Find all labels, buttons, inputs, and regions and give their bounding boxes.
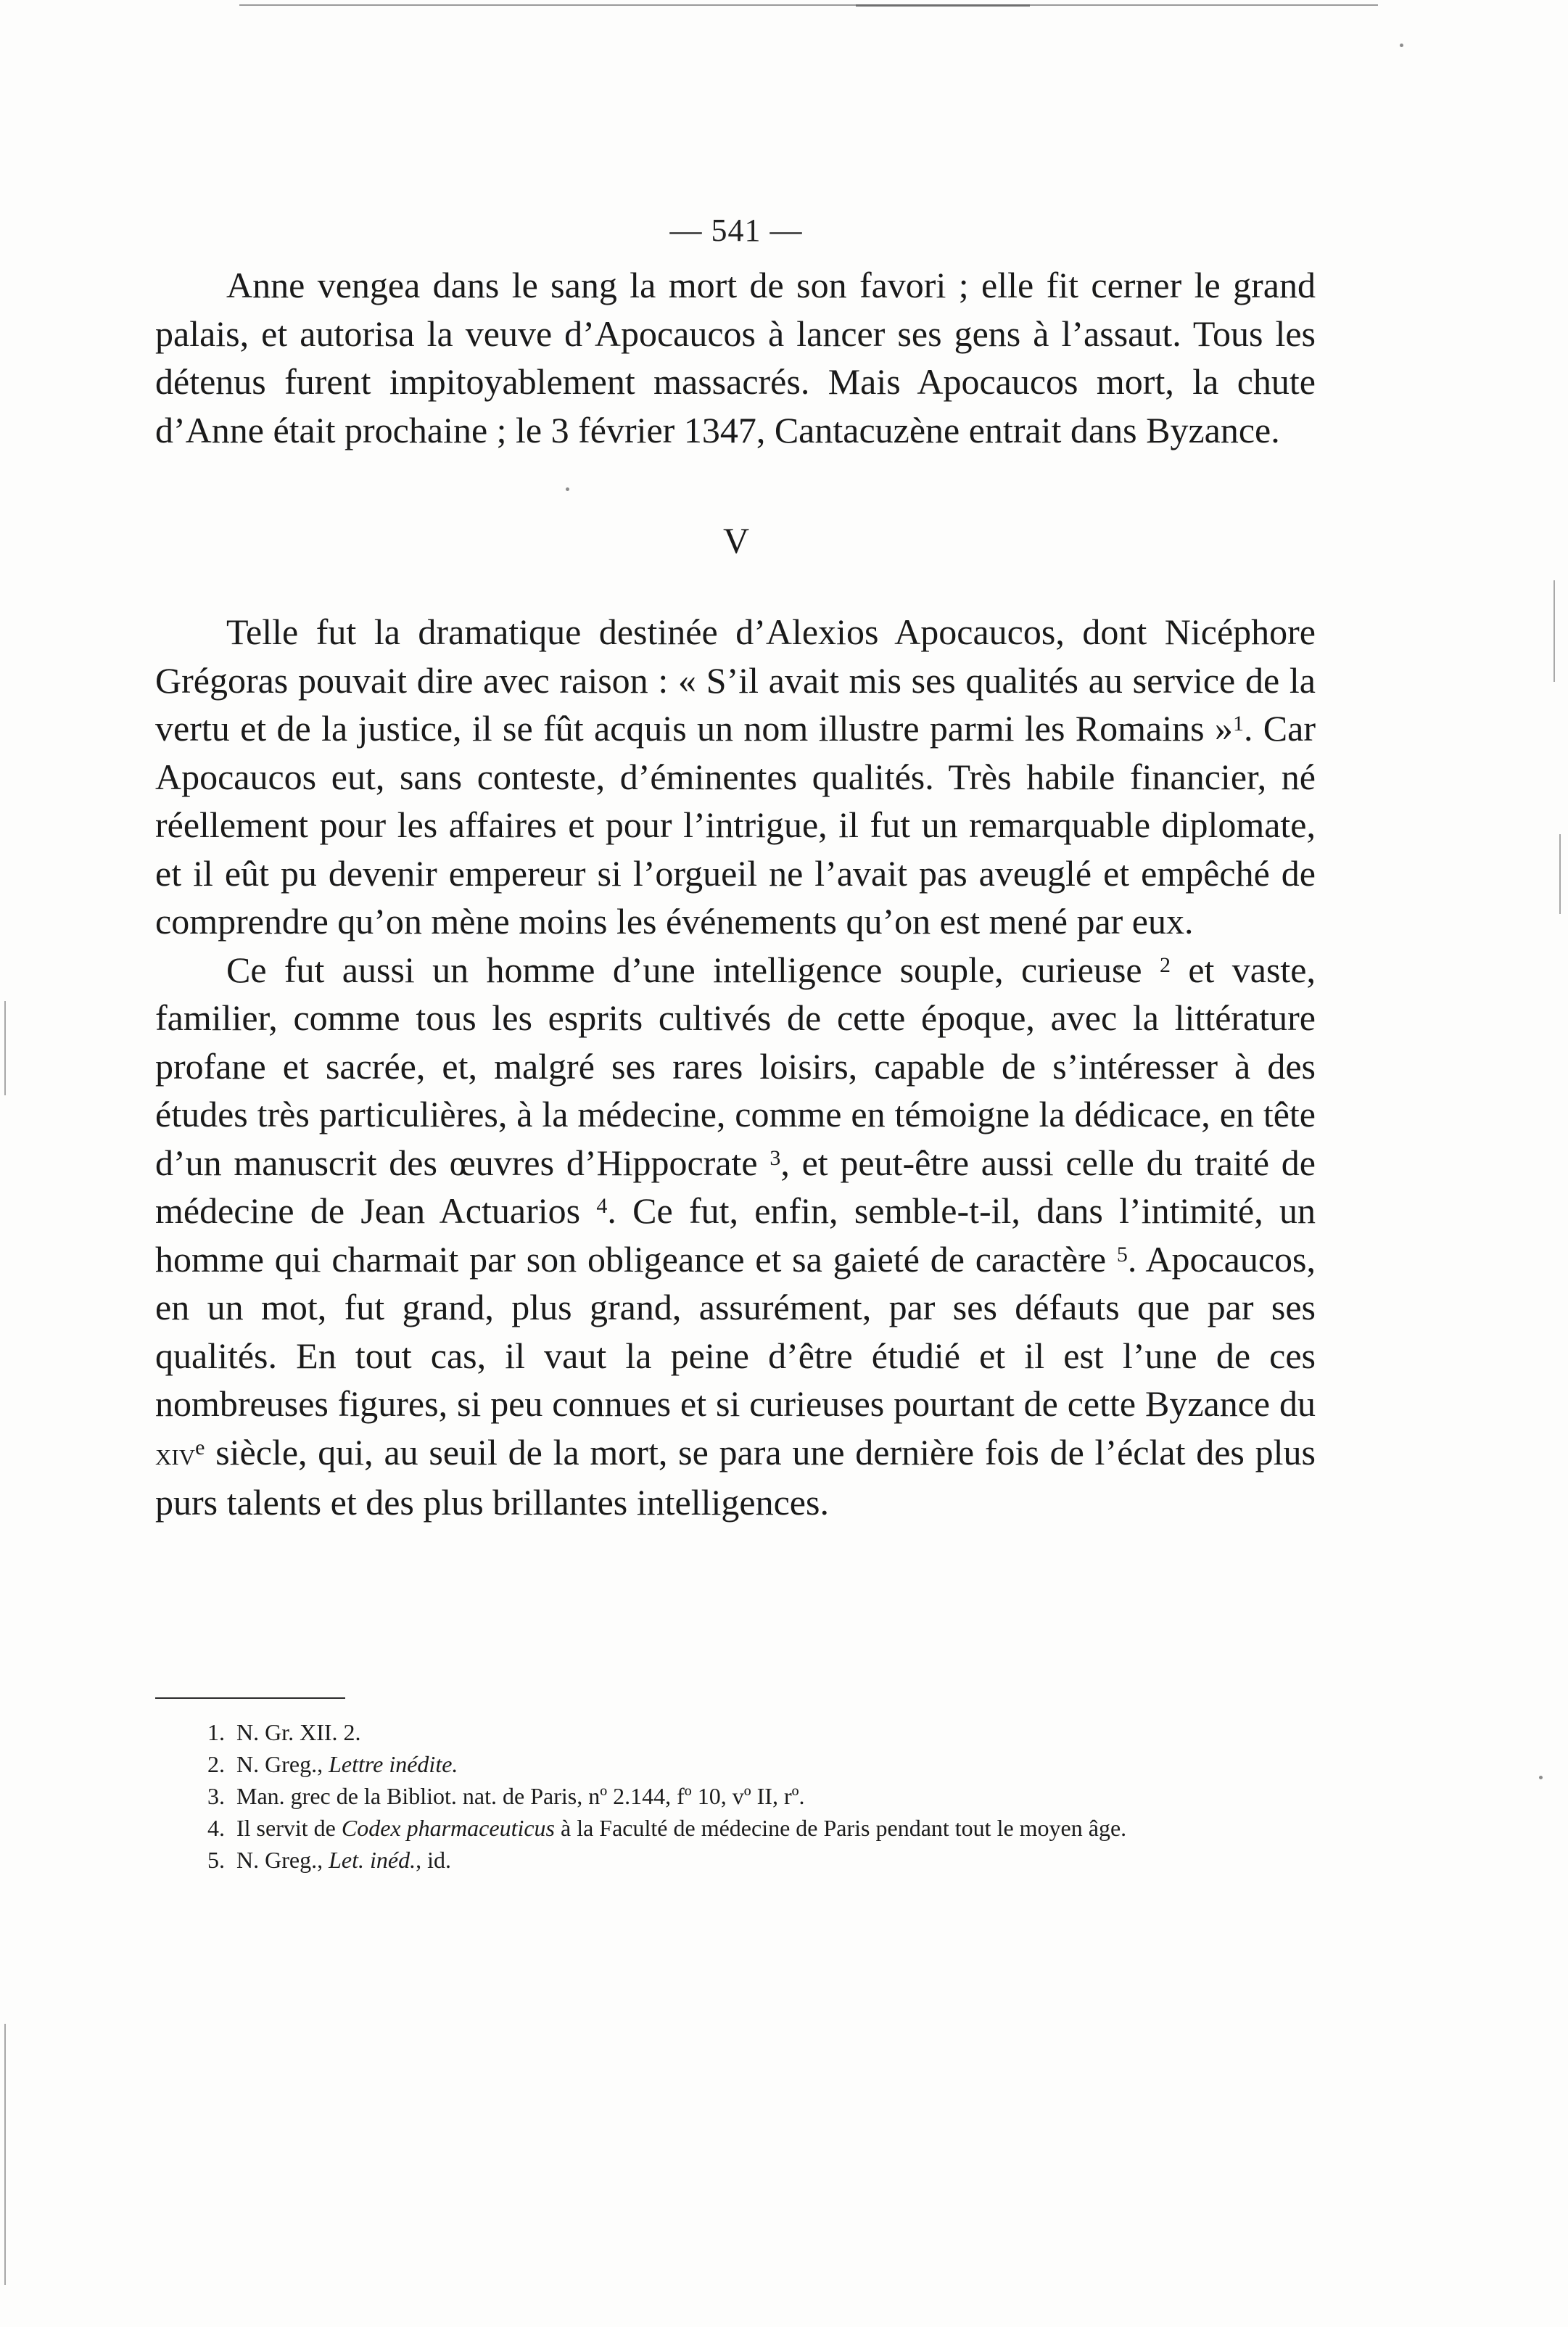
paragraph — [155, 608, 1316, 946]
section-heading: V — [722, 520, 750, 561]
paragraph-text: . Car Apocaucos eut, sans conteste, d’éminentes qualités. Très habile financier, né réellement pour les affaires et pour l’intrigue, il fut un remarquable diplomate, et il eût pu devenir empereur si l’orgueil ne l’avait pas aveuglé et empêché de comprendre qu’on mène moins les événements qu’on est mené par eux. — [155, 708, 1316, 942]
footnote-separator — [155, 1697, 345, 1699]
century-numeral: xiv — [155, 1436, 196, 1472]
body-text-main — [155, 608, 1316, 1527]
footnote-ref: 3 — [769, 1145, 781, 1170]
footnote-number: 4. — [207, 1815, 225, 1841]
footnote-text: N. Greg., — [236, 1847, 329, 1873]
footnote-item — [207, 1780, 1295, 1812]
footnote-item — [207, 1748, 1295, 1780]
scan-edge-mark — [4, 1001, 6, 1095]
footnote-text: , id. — [416, 1847, 451, 1873]
footnote-number: 2. — [207, 1751, 225, 1777]
century-suffix: e — [195, 1435, 205, 1459]
footnote-item — [207, 1844, 1295, 1876]
paragraph-text: , et peut-être aussi celle du traité de médecine de Jean Actuarios — [155, 1142, 1316, 1231]
footnote-number: 1. — [207, 1719, 225, 1745]
footnote-title: Codex pharmaceuticus — [341, 1815, 555, 1841]
footnotes — [207, 1716, 1295, 1876]
footnote-ref: 1 — [1232, 712, 1244, 736]
scan-edge-mark — [1553, 580, 1555, 682]
body-text-top — [155, 261, 1316, 454]
footnote-title: Let. inéd. — [329, 1847, 416, 1873]
paragraph — [155, 946, 1316, 1527]
footnote-text: Man. grec de la Bibliot. nat. de Paris, nº 2.144, fº 10, vº II, rº. — [236, 1783, 805, 1809]
paragraph-text: . Apocaucos, en un mot, fut grand, plus grand, assurément, par ses défauts que par ses qualités. En tout cas, il vaut la peine d’être étudié et il est l’une de ces nombreuses figures, si peu connues et si curieuses pourtant de cette Byzance du — [155, 1238, 1316, 1424]
scan-speck — [1400, 44, 1403, 47]
footnote-number: 3. — [207, 1783, 225, 1809]
footnote-title: Lettre inédite. — [329, 1751, 458, 1777]
footnote-ref: 5 — [1116, 1242, 1128, 1267]
scan-edge-mark — [4, 2024, 6, 2285]
paragraph-text: . Ce fut, enfin, semble-t-il, dans l’intimité, un homme qui charmait par son obligeance et sa gaieté de caractère — [155, 1190, 1316, 1280]
footnote-item — [207, 1812, 1295, 1844]
footnote-text: à la Faculté de médecine de Paris pendant tout le moyen âge. — [555, 1815, 1127, 1841]
scan-speck — [1539, 1776, 1543, 1779]
footnote-text: N. Gr. XII. 2. — [236, 1719, 361, 1745]
paragraph-text: Ce fut aussi un homme d’une intelligence souple, curieuse — [226, 949, 1160, 990]
scan-speck — [566, 487, 569, 491]
paragraph-text: et vaste, familier, comme tous les esprits cultivés de cette époque, avec la littérature profane et sacrée, et, malgré ses rares loisirs, capable de s’intéresser à des études très particulières, à la médecine, comme en témoigne la dédicace, en tête d’un manuscrit des œuvres d’Hippocrate — [155, 949, 1316, 1183]
paragraph-text: Telle fut la dramatique destinée d’Alexios Apocaucos, dont Nicéphore Grégoras pouvait dire avec raison : « S’il avait mis ses qualités au service de la vertu et de la justice, il se fût acquis un nom illustre parmi les Romains » — [155, 611, 1316, 749]
footnote-text: Il servit de — [236, 1815, 342, 1841]
footnote-text: N. Greg., — [236, 1751, 329, 1777]
footnote-item — [207, 1716, 1295, 1748]
paragraph-text: siècle, qui, au seuil de la mort, se para une dernière fois de l’éclat des plus purs talents et des plus brillantes intelligences. — [155, 1431, 1316, 1523]
footnote-ref: 2 — [1159, 952, 1171, 977]
page-number: — 541 — — [669, 213, 803, 248]
scan-edge-line — [856, 4, 1030, 7]
paragraph: Anne vengea dans le sang la mort de son favori ; elle fit cerner le grand palais, et autorisa la veuve d’Apocaucos à lancer ses gens à l’assaut. Tous les détenus furent impitoyablement massacrés. Mais Apocaucos mort, la chute d’Anne était prochaine ; le 3 février 1347, Cantacuzène entrait dans Byzance. — [155, 265, 1316, 450]
scan-edge-line — [239, 4, 1378, 6]
scan-edge-mark — [1559, 834, 1561, 914]
footnote-ref: 4 — [596, 1194, 608, 1218]
footnote-number: 5. — [207, 1847, 225, 1873]
